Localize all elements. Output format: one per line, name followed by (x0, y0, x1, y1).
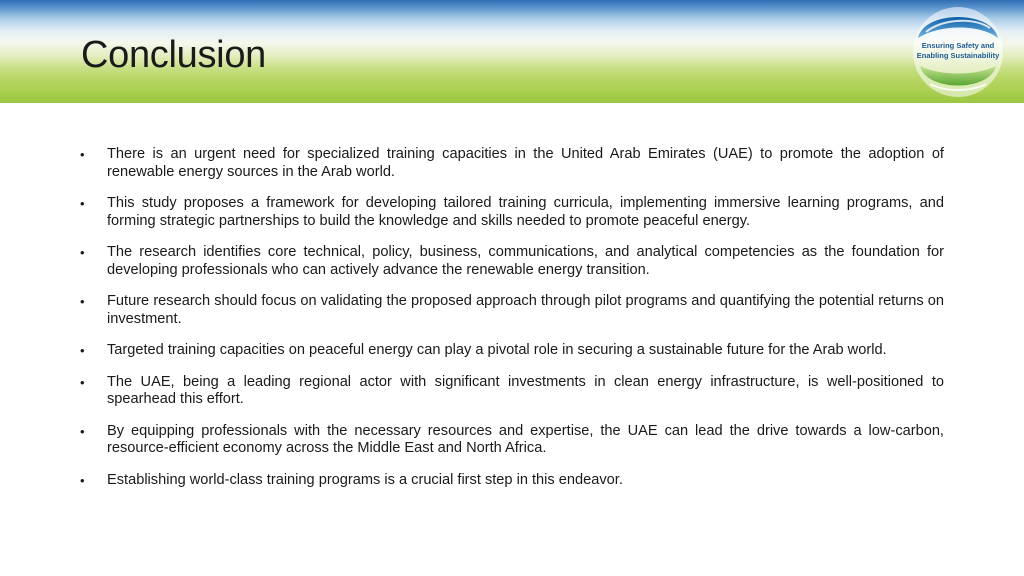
bullet-marker: • (80, 374, 85, 390)
bullet-marker: • (80, 196, 85, 211)
bullet-marker: • (80, 147, 85, 162)
slide-title: Conclusion (81, 34, 266, 76)
logo-tagline-line2: Enabling Sustainability (916, 51, 1000, 60)
slide-body (80, 146, 944, 503)
bullet-text: Targeted training capacities on peaceful energy can play a pivotal role in securing a sustainable future for the Arab world. (107, 342, 887, 358)
bullet-item (80, 374, 944, 409)
bullet-item (80, 195, 944, 230)
bullet-text: The UAE, being a leading regional actor with significant investments in clean energy infrastructure, is well-positioned to spearhead this effort. (107, 373, 944, 407)
bullet-item (80, 244, 944, 279)
logo-tagline (910, 41, 1006, 61)
bullet-text: The research identifies core technical, policy, business, communications, and analytical competencies as the foundation for developing professionals who can actively advance the renewable energy transition. (107, 244, 944, 278)
bullet-text: By equipping professionals with the necessary resources and expertise, the UAE can lead the drive towards a low-carbon, resource-efficient economy across the Middle East and North Africa. (107, 422, 944, 456)
bullet-marker: • (80, 423, 85, 439)
bullet-item (80, 342, 944, 360)
bullet-text: There is an urgent need for specialized training capacities in the United Arab Emirates (UAE) to promote the adoption of renewable energy sources in the Arab world. (107, 146, 944, 180)
logo-tagline-line1: Ensuring Safety and (921, 41, 995, 50)
bullet-text: Future research should focus on validating the proposed approach through pilot programs and quantifying the potential returns on investment. (107, 293, 944, 327)
bullet-list (80, 146, 944, 489)
bullet-text: This study proposes a framework for developing tailored training curricula, implementing immersive learning programs, and forming strategic partnerships to build the knowledge and skills needed to promote peaceful energy. (107, 195, 944, 229)
bullet-marker: • (80, 472, 85, 488)
bullet-marker: • (80, 245, 85, 260)
logo (910, 2, 1006, 102)
bullet-marker: • (80, 294, 85, 309)
bullet-item (80, 146, 944, 181)
bullet-item (80, 423, 944, 458)
bullet-item (80, 293, 944, 328)
bullet-marker: • (80, 343, 85, 358)
bullet-item (80, 472, 944, 490)
bullet-text: Establishing world-class training programs is a crucial first step in this endeavor. (107, 471, 623, 488)
